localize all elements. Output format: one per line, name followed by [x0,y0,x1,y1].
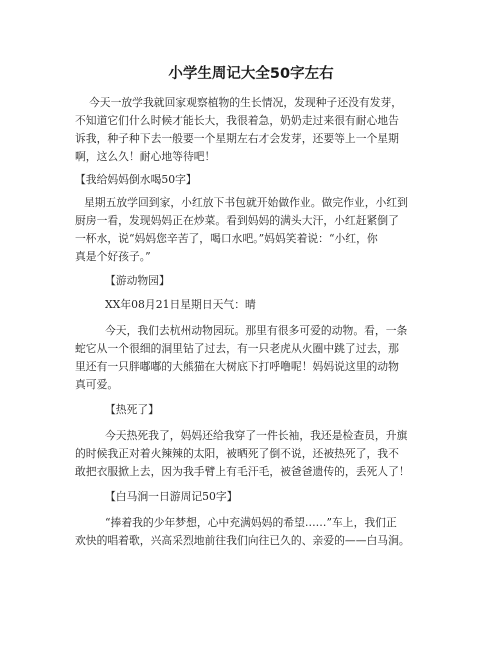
paragraph-line: 的时候我正对着火辣辣的太阳，被晒死了倒不说，还被热死了，我不 [75,447,399,460]
paragraph-line: 真是个好孩子。” [75,250,151,263]
paragraph-line: 真可爱。 [75,378,119,391]
paragraph-line: 今天，我们去杭州动物园玩。那里有很多可爱的动物。看，一条 [105,324,408,337]
paragraph-line: 一杯水，说“妈妈您辛苦了，喝口水吧。”妈妈笑着说：“小红，你 [75,232,378,245]
date-line: XX年08月21日星期日天气：晴 [105,298,256,311]
paragraph-line: 今天一放学我就回家观察植物的生长情况，发现种子还没有发芽， [89,96,403,109]
paragraph-line: 诉我，种子种下去一般要一个星期左右才会发芽，还要等上一个星期 [75,132,399,145]
paragraph-line: 厨房一看，发现妈妈正在炒菜。看到妈妈的满头大汗，小红赶紧倒了 [75,214,399,227]
document-title: 小学生周记大全50字左右 [168,66,334,82]
paragraph-line: 不知道它们什么时候才能长大，我很着急，奶奶走过来很有耐心地告 [75,114,399,127]
section-heading: 【白马涧一日游周记50字】 [105,490,238,503]
paragraph-line: 星期五放学回到家，小红放下书包就开始做作业。做完作业，小红到 [84,196,408,209]
paragraph-line: 里还有一只胖嘟嘟的大熊猫在大树底下打呼噜呢！妈妈说这里的动物 [75,360,399,373]
section-heading: 【我给妈妈倒水喝50字】 [75,173,197,186]
section-heading: 【热死了】 [105,403,159,416]
section-heading: 【游动物园】 [105,274,170,287]
paragraph-line: 欢快的唱着歌，兴高采烈地前往我们向往已久的、亲爱的——白马涧。 [75,534,410,547]
paragraph-line: 啊，这么久！耐心地等待吧！ [75,150,216,163]
paragraph-line: 敢把衣服掀上去，因为我手臂上有毛汗毛，被爸爸遗传的，丢死人了！ [75,465,410,478]
paragraph-line: “捧着我的少年梦想，心中充满妈妈的希望……”车上，我们正 [105,516,397,529]
paragraph-line: 今天热死我了，妈妈还给我穿了一件长袖，我还是检查员，升旗 [105,429,408,442]
paragraph-line: 蛇它从一个很细的洞里钻了过去，有一只老虎从火圈中跳了过去，那 [75,342,399,355]
